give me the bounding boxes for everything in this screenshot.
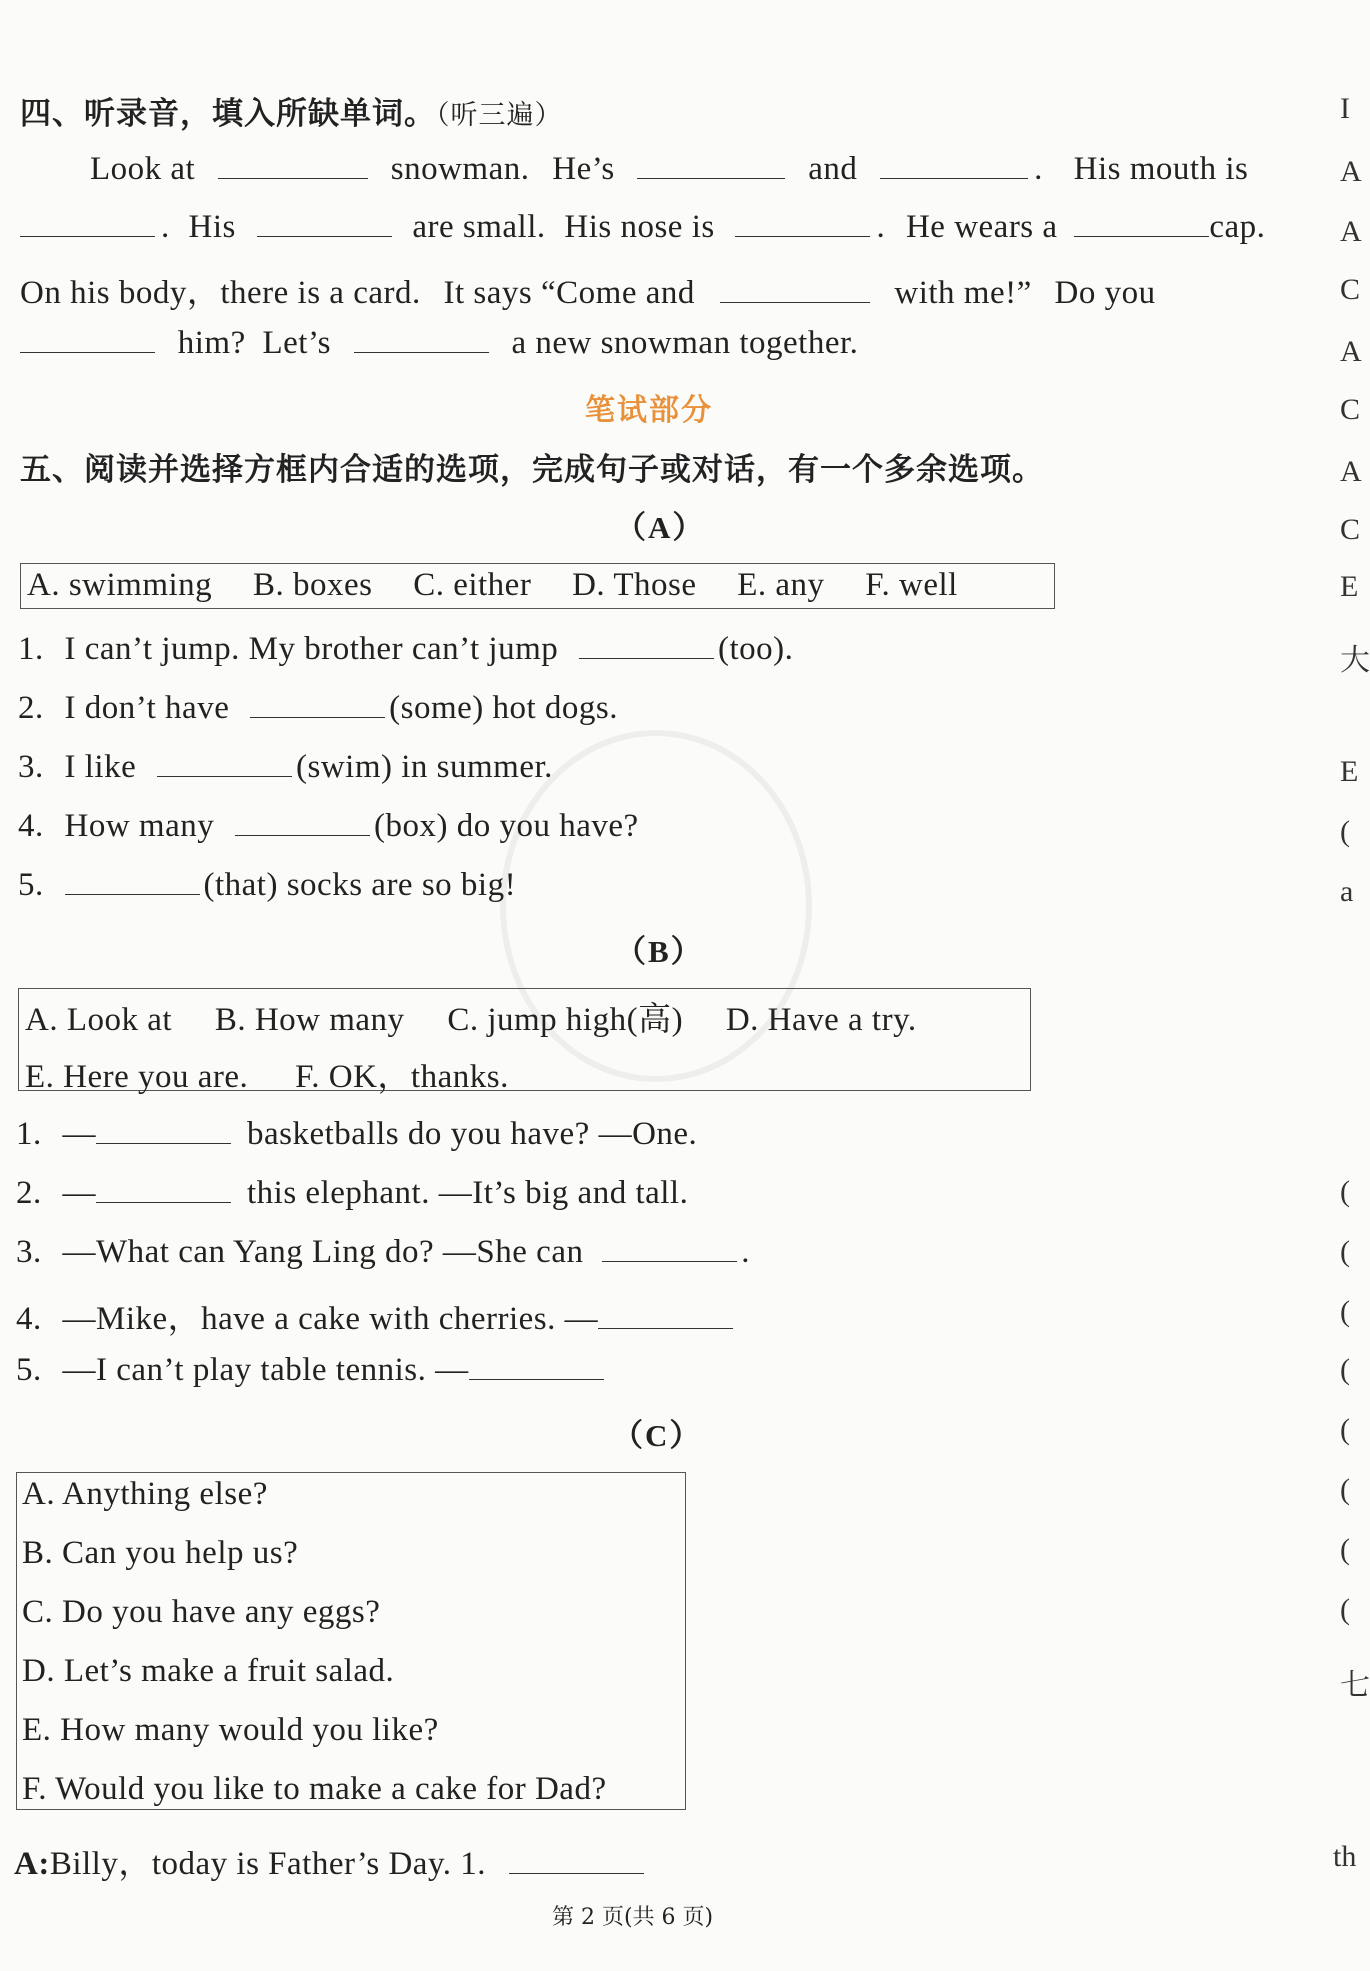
edge-fragment: ( [1340, 1593, 1350, 1626]
text: . [1034, 151, 1043, 187]
part-a-item-3 [18, 748, 553, 786]
edge-fragment: C [1340, 513, 1361, 546]
edge-fragment: 七 [1340, 1669, 1370, 1702]
text: His nose is [564, 209, 715, 245]
part-a-item-5 [18, 866, 516, 904]
text: —Mike，have a cake with cherries. — [62, 1301, 599, 1337]
edge-fragment: A [1340, 155, 1362, 188]
edge-fragment: E [1340, 755, 1359, 788]
option: A. Look at [25, 1002, 173, 1038]
text: basketballs do you have? —One. [247, 1116, 698, 1152]
option: D. Those [572, 567, 697, 603]
edge-fragment: th [1333, 1840, 1357, 1873]
text: Do you [1054, 275, 1156, 311]
edge-fragment: ( [1340, 1353, 1350, 1386]
item-number: 3. [18, 749, 44, 785]
blank[interactable] [157, 748, 292, 777]
edge-fragment: ( [1340, 1235, 1350, 1268]
text: (some) hot dogs. [389, 690, 619, 726]
edge-fragment: 大 [1340, 644, 1370, 677]
item-number: 4. [18, 808, 44, 844]
blank[interactable] [509, 1845, 644, 1874]
blank[interactable] [735, 208, 870, 237]
item-number: 4. [16, 1301, 42, 1337]
text: (too). [718, 631, 794, 667]
item-number: 5. [16, 1352, 42, 1388]
edge-fragment: C [1340, 393, 1361, 426]
part-b-item-3 [16, 1233, 750, 1271]
edge-fragment: ( [1340, 1533, 1350, 1566]
section-4-heading-text: 四、听录音，填入所缺单词。 [20, 96, 436, 132]
part-c-option-b: B. Can you help us? [22, 1535, 299, 1571]
text: —What can Yang Ling do? —She can [62, 1234, 584, 1270]
text: On his body，there is a card. [20, 275, 421, 311]
section-4-note: （听三遍） [436, 100, 563, 131]
edge-fragment: ( [1340, 1295, 1350, 1328]
part-b-item-4 [16, 1292, 733, 1339]
option: E. Here you are. [25, 1059, 249, 1095]
text: . [741, 1234, 750, 1270]
part-a-item-1 [18, 630, 793, 668]
blank[interactable] [880, 150, 1028, 179]
item-number: 1. [18, 631, 44, 667]
text: (that) socks are so big! [203, 867, 517, 903]
blank[interactable] [598, 1300, 733, 1329]
blank[interactable] [96, 1174, 231, 1203]
page-footer: 第 2 页(共 6 页) [552, 1905, 714, 1930]
edge-fragment: ( [1340, 1175, 1350, 1208]
edge-fragment: A [1340, 335, 1362, 368]
part-c-options-box [16, 1472, 686, 1810]
part-c-option-c: C. Do you have any eggs? [22, 1594, 381, 1630]
item-number: 3. [16, 1234, 42, 1270]
option: B. boxes [252, 567, 373, 603]
item-number: 5. [18, 867, 44, 903]
text: — [62, 1116, 96, 1152]
edge-fragment: ( [1340, 815, 1350, 848]
text: Billy，today is Father’s Day. 1. [49, 1846, 487, 1882]
text: He wears a [905, 209, 1058, 245]
text: His mouth is [1073, 151, 1249, 187]
blank[interactable] [602, 1233, 737, 1262]
part-c-option-a: A. Anything else? [22, 1476, 268, 1512]
item-number: 2. [16, 1175, 42, 1211]
text: I like [64, 749, 137, 785]
text: Let’s [262, 325, 331, 361]
text: . [876, 209, 886, 245]
section-5-heading: 五、阅读并选择方框内合适的选项，完成句子或对话，有一个多余选项。 [20, 452, 1044, 488]
text: How many [64, 808, 215, 844]
option: B. How many [214, 1002, 405, 1038]
blank[interactable] [235, 807, 370, 836]
edge-fragment: ( [1340, 1473, 1350, 1506]
part-c-option-e: E. How many would you like? [22, 1712, 439, 1748]
blank[interactable] [20, 208, 155, 237]
blank[interactable] [469, 1351, 604, 1380]
part-b-label: （B） [615, 934, 704, 969]
section-4-line-4 [20, 324, 858, 362]
blank[interactable] [250, 689, 385, 718]
text: I don’t have [64, 690, 230, 726]
section-4-line-1 [90, 150, 1248, 188]
option: F. well [865, 567, 958, 603]
blank[interactable] [257, 208, 392, 237]
part-c-dialogue-line [14, 1837, 644, 1884]
text: He’s [552, 151, 615, 187]
blank[interactable] [65, 866, 200, 895]
text: (swim) in summer. [295, 749, 553, 785]
edge-fragment: E [1340, 570, 1359, 603]
text: Look at [90, 151, 196, 187]
section-4-line-2 [20, 208, 1265, 246]
part-b-item-1 [16, 1115, 697, 1153]
text: — [62, 1175, 96, 1211]
text: and [808, 151, 858, 187]
item-number: 2. [18, 690, 44, 726]
part-b-item-2 [16, 1174, 688, 1212]
blank[interactable] [720, 274, 870, 303]
edge-fragment: ( [1340, 1413, 1350, 1446]
edge-fragment: C [1340, 273, 1361, 306]
blank[interactable] [218, 150, 368, 179]
part-a-options [27, 567, 958, 604]
option: C. jump high(高) [447, 1002, 684, 1038]
option: E. any [737, 567, 825, 603]
option: D. Have a try. [725, 1002, 917, 1038]
part-b-options-row-2 [25, 1050, 509, 1097]
text: snowman. [390, 151, 530, 187]
part-c-option-d: D. Let’s make a fruit salad. [22, 1653, 395, 1689]
blank[interactable] [637, 150, 785, 179]
part-b-options-row-1 [25, 993, 917, 1040]
edge-fragment: A [1340, 215, 1362, 248]
blank[interactable] [579, 630, 714, 659]
part-c-option-f: F. Would you like to make a cake for Dad? [22, 1771, 607, 1807]
text: It says “Come and [443, 275, 695, 311]
text: cap. [1209, 209, 1266, 245]
speaker-label: A: [14, 1846, 50, 1882]
written-part-title: 笔试部分 [585, 393, 713, 428]
part-a-item-2 [18, 689, 618, 727]
part-c-label: （C） [612, 1418, 703, 1453]
text: a new snowman together. [511, 325, 859, 361]
section-4-line-3 [20, 266, 1156, 313]
item-number: 1. [16, 1116, 42, 1152]
option: F. OK，thanks. [295, 1059, 509, 1095]
blank[interactable] [96, 1115, 231, 1144]
text: . [161, 209, 170, 245]
text: His [188, 209, 236, 245]
edge-fragment: I [1340, 92, 1350, 125]
text: (box) do you have? [373, 808, 639, 844]
text: with me!” [894, 275, 1032, 311]
edge-fragment: a [1340, 875, 1354, 908]
part-b-item-5 [16, 1351, 604, 1389]
text: him? [177, 325, 246, 361]
blank[interactable] [20, 324, 155, 353]
edge-fragment: A [1340, 455, 1362, 488]
blank[interactable] [1074, 208, 1209, 237]
text: are small. [412, 209, 546, 245]
text: —I can’t play table tennis. — [62, 1352, 469, 1388]
section-4-heading [20, 88, 563, 133]
option: C. either [413, 567, 532, 603]
text: this elephant. —It’s big and tall. [247, 1175, 689, 1211]
part-a-item-4 [18, 807, 639, 845]
blank[interactable] [354, 324, 489, 353]
option: A. swimming [27, 567, 213, 603]
part-a-label: （A） [615, 510, 706, 545]
text: I can’t jump. My brother can’t jump [64, 631, 559, 667]
